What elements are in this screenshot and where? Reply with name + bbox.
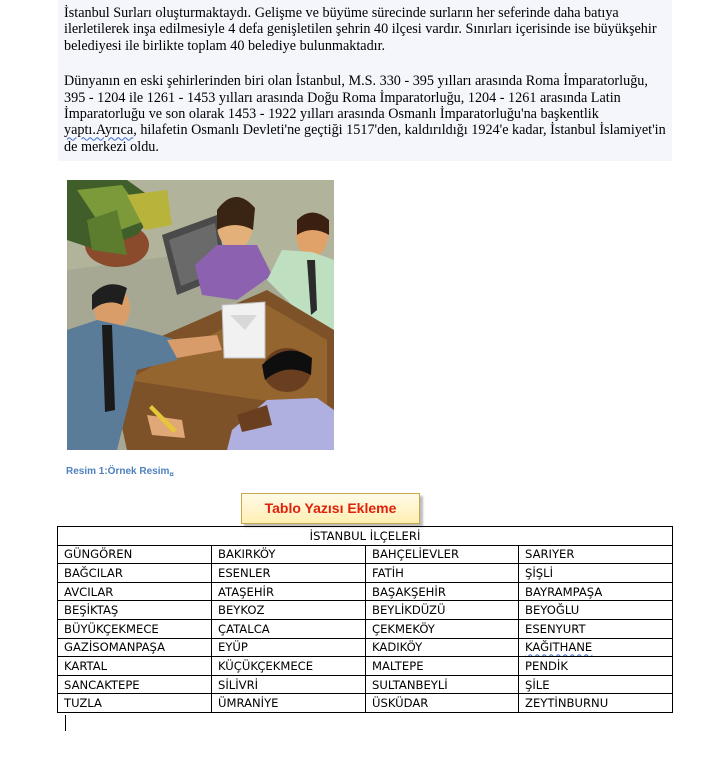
table-cell: ESENLER bbox=[212, 564, 366, 583]
districts-table bbox=[57, 526, 673, 713]
table-cell: EYÜP bbox=[212, 638, 366, 657]
table-cell: KADIKÖY bbox=[366, 638, 519, 657]
table-cell: GÜNGÖREN bbox=[58, 545, 212, 564]
table-row bbox=[58, 638, 673, 657]
figure-caption bbox=[66, 466, 174, 479]
table-row bbox=[58, 545, 673, 564]
paragraph-2-text-a: Dünyanın en eski şehirlerinden biri olan İstanbul, M.S. 330 - 395 yılları arasında Roma İmparatorluğu, 395 - 1204 ile 1261 - 1453 yılları arasında Doğu Roma İmparatorluğu, 1204 - 1261 arasında Latin İmparatorluğu ve son olarak 1453 - 1922 yılları arasında Osmanlı İmparatorluğu'na başkentlik bbox=[64, 73, 648, 123]
table-cell: ÜSKÜDAR bbox=[366, 694, 519, 713]
table-cell: BAHÇELİEVLER bbox=[366, 545, 519, 564]
paragraph-mark-icon: ¤ bbox=[169, 470, 174, 479]
table-cell: ŞİLE bbox=[519, 675, 673, 694]
table-cell: BÜYÜKÇEKMECE bbox=[58, 619, 212, 638]
table-cell: ÇATALCA bbox=[212, 619, 366, 638]
spelling-flagged-word[interactable]: yaptı.Ayrıca bbox=[64, 122, 134, 139]
table-cell: PENDİK bbox=[519, 657, 673, 676]
table-row bbox=[58, 619, 673, 638]
table-cell: BEYKOZ bbox=[212, 601, 366, 620]
table-cell: TUZLA bbox=[58, 694, 212, 713]
table-cell: KAĞITHANE bbox=[519, 638, 673, 657]
table-row bbox=[58, 582, 673, 601]
table-cell: KARTAL bbox=[58, 657, 212, 676]
table-cell: BEYOĞLU bbox=[519, 601, 673, 620]
table-header-cell: İSTANBUL İLÇELERİ bbox=[58, 527, 673, 546]
paragraph-1: İstanbul Surları oluşturmaktaydı. Gelişme ve büyüme sürecinde surların her seferinde daha batıya ilerletilerek inşa edilmesiyle 4 defa genişletilen şehrin 40 ilçesi vardır. Sınırları içerisinde ise büyükşehir belediyesi ile birlikte toplam 40 belediye bulunmaktadır. bbox=[64, 5, 657, 54]
table-cell: SULTANBEYLİ bbox=[366, 675, 519, 694]
paragraph-2 bbox=[58, 73, 672, 155]
meeting-clipart-image[interactable] bbox=[67, 180, 334, 450]
paragraph-2-text-b: , hilafetin Osmanlı Devleti'ne geçtiği 1517'den, kaldırıldığı 1924'e kadar, İstanbul İslamiyet'in de merkezi oldu. bbox=[64, 122, 666, 155]
table-cell: SARIYER bbox=[519, 545, 673, 564]
text-block bbox=[58, 0, 672, 161]
table-row bbox=[58, 601, 673, 620]
text-cursor bbox=[65, 715, 66, 731]
table-cell: SİLİVRİ bbox=[212, 675, 366, 694]
table-cell: ÇEKMEKÖY bbox=[366, 619, 519, 638]
table-cell: BAĞCILAR bbox=[58, 564, 212, 583]
table-cell: SANCAKTEPE bbox=[58, 675, 212, 694]
table-cell: ESENYURT bbox=[519, 619, 673, 638]
caption-text: Resim 1:Örnek Resim bbox=[66, 466, 170, 477]
table-cell: BAKIRKÖY bbox=[212, 545, 366, 564]
table-cell: ATAŞEHİR bbox=[212, 582, 366, 601]
table-cell: KÜÇÜKÇEKMECE bbox=[212, 657, 366, 676]
table-cell: FATİH bbox=[366, 564, 519, 583]
table-row bbox=[58, 657, 673, 676]
table-cell: ZEYTİNBURNU bbox=[519, 694, 673, 713]
table-row bbox=[58, 564, 673, 583]
table-header-row bbox=[58, 527, 673, 546]
table-cell: BEYLİKDÜZÜ bbox=[366, 601, 519, 620]
table-cell: ŞİŞLİ bbox=[519, 564, 673, 583]
table-cell: AVCILAR bbox=[58, 582, 212, 601]
table-row bbox=[58, 694, 673, 713]
table-cell: BEŞİKTAŞ bbox=[58, 601, 212, 620]
table-title-box[interactable]: Tablo Yazısı Ekleme bbox=[241, 493, 420, 524]
table-cell: BAYRAMPAŞA bbox=[519, 582, 673, 601]
table-cell: BAŞAKŞEHİR bbox=[366, 582, 519, 601]
table-row bbox=[58, 675, 673, 694]
table-cell: GAZİSOMANPAŞA bbox=[58, 638, 212, 657]
table-cell: MALTEPE bbox=[366, 657, 519, 676]
table-cell: ÜMRANİYE bbox=[212, 694, 366, 713]
